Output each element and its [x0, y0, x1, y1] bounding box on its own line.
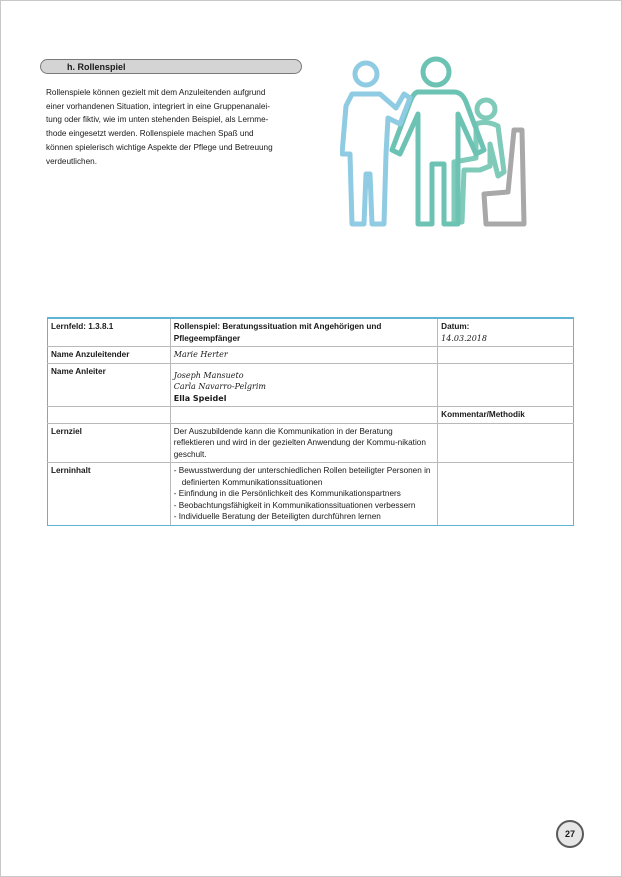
- table-row: [48, 318, 574, 347]
- table-row: [48, 363, 574, 407]
- table-row: [48, 423, 574, 463]
- anzuleitender-value: Marie Herter: [170, 347, 437, 364]
- role-play-people-icon: [340, 54, 540, 234]
- section-title: h. Rollenspiel: [67, 62, 126, 72]
- lernziel-label: Lernziel: [48, 423, 171, 463]
- datum-cell: [438, 318, 574, 347]
- anleiter-label: Name Anleiter: [48, 363, 171, 407]
- waving-person-icon: [342, 63, 410, 224]
- anleiter-name: Joseph Mansueto: [173, 370, 244, 380]
- rollenspiel-label: Rollenspiel: Beratungssituation mit Angehörigen und Pflegeempfänger: [170, 318, 437, 347]
- list-item: - Bewusstwerdung der unterschiedlichen Rollen beteiligter Personen in definierten Kommunikationssituationen: [173, 466, 431, 487]
- intro-line: einer vorhandenen Situation, integriert in eine Gruppenanalei-: [46, 101, 270, 111]
- lerninhalt-cell: [170, 463, 437, 526]
- anleiter-values: [170, 363, 437, 407]
- lesson-plan-table: [47, 317, 574, 526]
- page-number: 27: [556, 820, 584, 848]
- standing-person-icon: [392, 59, 484, 224]
- intro-line: können spielerisch wichtige Aspekte der Pflege und Betreuung: [46, 142, 273, 152]
- lernziel-text: Der Auszubildende kann die Kommunikation in der Beratung reflektieren und wird in der gezielten Anwendung der Kommu-nikation geschult.: [170, 423, 437, 463]
- empty-cell: [170, 407, 437, 424]
- intro-paragraph: [46, 86, 302, 168]
- lerninhalt-label: Lerninhalt: [48, 463, 171, 526]
- kommentar-label: Kommentar/Methodik: [438, 407, 574, 424]
- list-item: - Einfindung in die Persönlichkeit des Kommunikationspartners: [173, 489, 401, 498]
- empty-cell: [438, 363, 574, 407]
- intro-line: tung oder fiktiv, wie im unten stehenden Beispiel, als Lernme-: [46, 115, 269, 125]
- empty-cell: [438, 347, 574, 364]
- list-item: - Individuelle Beratung der Beteiligten durchführen lernen: [173, 512, 381, 521]
- intro-line: Rollenspiele können gezielt mit dem Anzuleitenden aufgrund: [46, 88, 266, 97]
- anleiter-name: Ella Speidel: [173, 393, 227, 403]
- empty-cell: [438, 423, 574, 463]
- list-item: - Beobachtungsfähigkeit in Kommunikationssituationen verbessern: [173, 500, 416, 510]
- table-row: [48, 407, 574, 424]
- table-row: [48, 463, 574, 526]
- lernfeld-label: Lernfeld: 1.3.8.1: [48, 318, 171, 347]
- anleiter-name: Carla Navarro-Pelgrim: [173, 382, 266, 391]
- datum-value: 14.03.2018: [441, 333, 487, 343]
- intro-line: verdeutlichen.: [46, 156, 97, 166]
- empty-cell: [438, 463, 574, 526]
- table-row: [48, 347, 574, 364]
- empty-cell: [48, 407, 171, 424]
- lerninhalt-list: [174, 465, 434, 523]
- intro-line: thode eingesetzt werden. Rollenspiele machen Spaß und: [46, 129, 254, 139]
- datum-label: Datum:: [441, 322, 470, 331]
- section-heading: [40, 59, 302, 74]
- anzuleitender-label: Name Anzuleitender: [48, 347, 171, 364]
